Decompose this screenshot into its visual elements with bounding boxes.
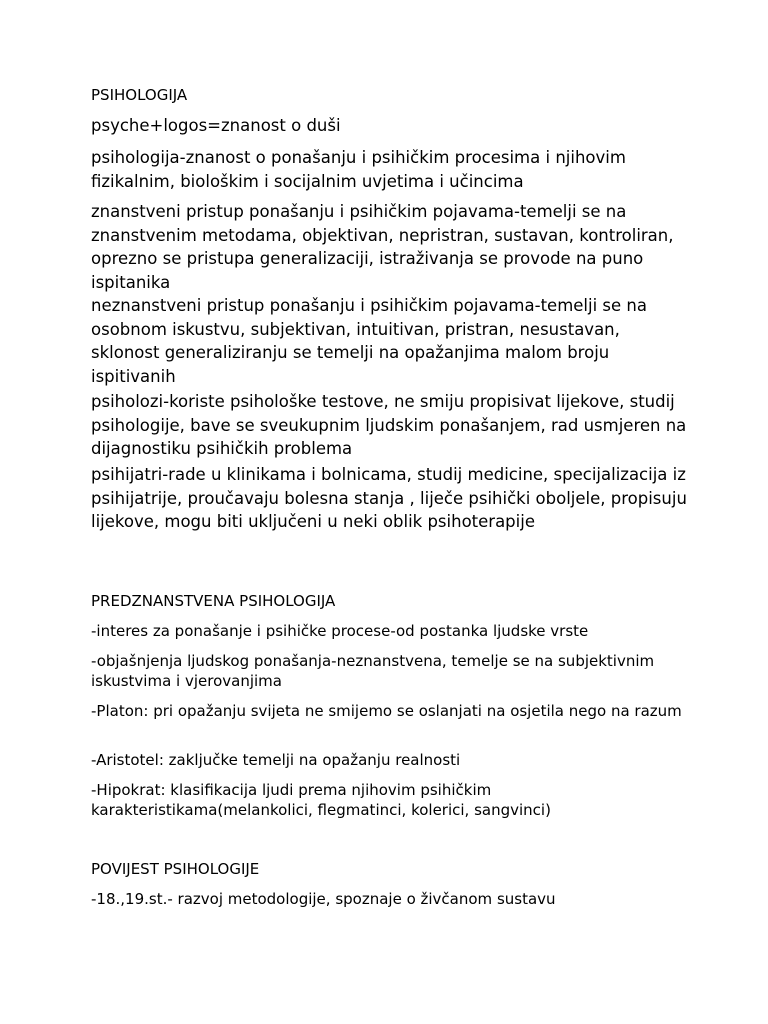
list-item-interes: -interes za ponašanje i psihičke procese-od postanka ljudske vrste: [91, 622, 589, 640]
paragraph-psychiatrists: psihijatri-rade u klinikama i bolnicama, studij medicine, specijalizacija iz psihijatrije, proučavaju bolesna stanja , liječe psihički oboljele, propisuju lijekove, mogu biti uključeni u neki oblik psihoterapije: [91, 465, 687, 531]
section-heading-psihologija: PSIHOLOGIJA: [91, 86, 188, 104]
paragraph-scientific-approach: znanstveni pristup ponašanju i psihičkim pojavama-temelji se na znanstvenim metodama, objektivan, nepristran, sustavan, kontroliran, oprezno se pristupa generalizaciji, istraživanja se provode na puno ispitanika: [91, 202, 674, 292]
list-item-aristotel: -Aristotel: zaključke temelji na opažanju realnosti: [91, 751, 461, 769]
paragraph-definition: psihologija-znanost o ponašanju i psihičkim procesima i njihovim fizikalnim, biološkim i socijalnim uvjetima i učincima: [91, 148, 626, 191]
list-item-hipokrat: -Hipokrat: klasifikacija ljudi prema njihovim psihičkim karakteristikama(melankolici, flegmatinci, kolerici, sangvinci): [91, 781, 551, 819]
paragraph-psychologists: psiholozi-koriste psihološke testove, ne smiju propisivat lijekove, studij psihologije, bave se sveukupnim ljudskim ponašanjem, rad usmjeren na dijagnostiku psihičkih problema: [91, 392, 687, 458]
list-item-18-19-st: -18.,19.st.- razvoj metodologije, spoznaje o živčanom sustavu: [91, 890, 556, 908]
paragraph-psyche-logos: psyche+logos=znanost o duši: [91, 116, 341, 135]
section-heading-predznanstvena: PREDZNANSTVENA PSIHOLOGIJA: [91, 592, 336, 610]
section-heading-povijest: POVIJEST PSIHOLOGIJE: [91, 860, 260, 878]
list-item-platon: -Platon: pri opažanju svijeta ne smijemo se oslanjati na osjetila nego na razum: [91, 702, 682, 720]
list-item-objasnjenja: -objašnjenja ljudskog ponašanja-neznanstvena, temelje se na subjektivnim iskustvima i vjerovanjima: [91, 652, 655, 690]
paragraph-unscientific-approach: neznanstveni pristup ponašanju i psihičkim pojavama-temelji se na osobnom iskustvu, subjektivan, intuitivan, pristran, nesustavan, sklonost generaliziranju se temelji na opažanjima malom broju ispitivanih: [91, 296, 647, 386]
